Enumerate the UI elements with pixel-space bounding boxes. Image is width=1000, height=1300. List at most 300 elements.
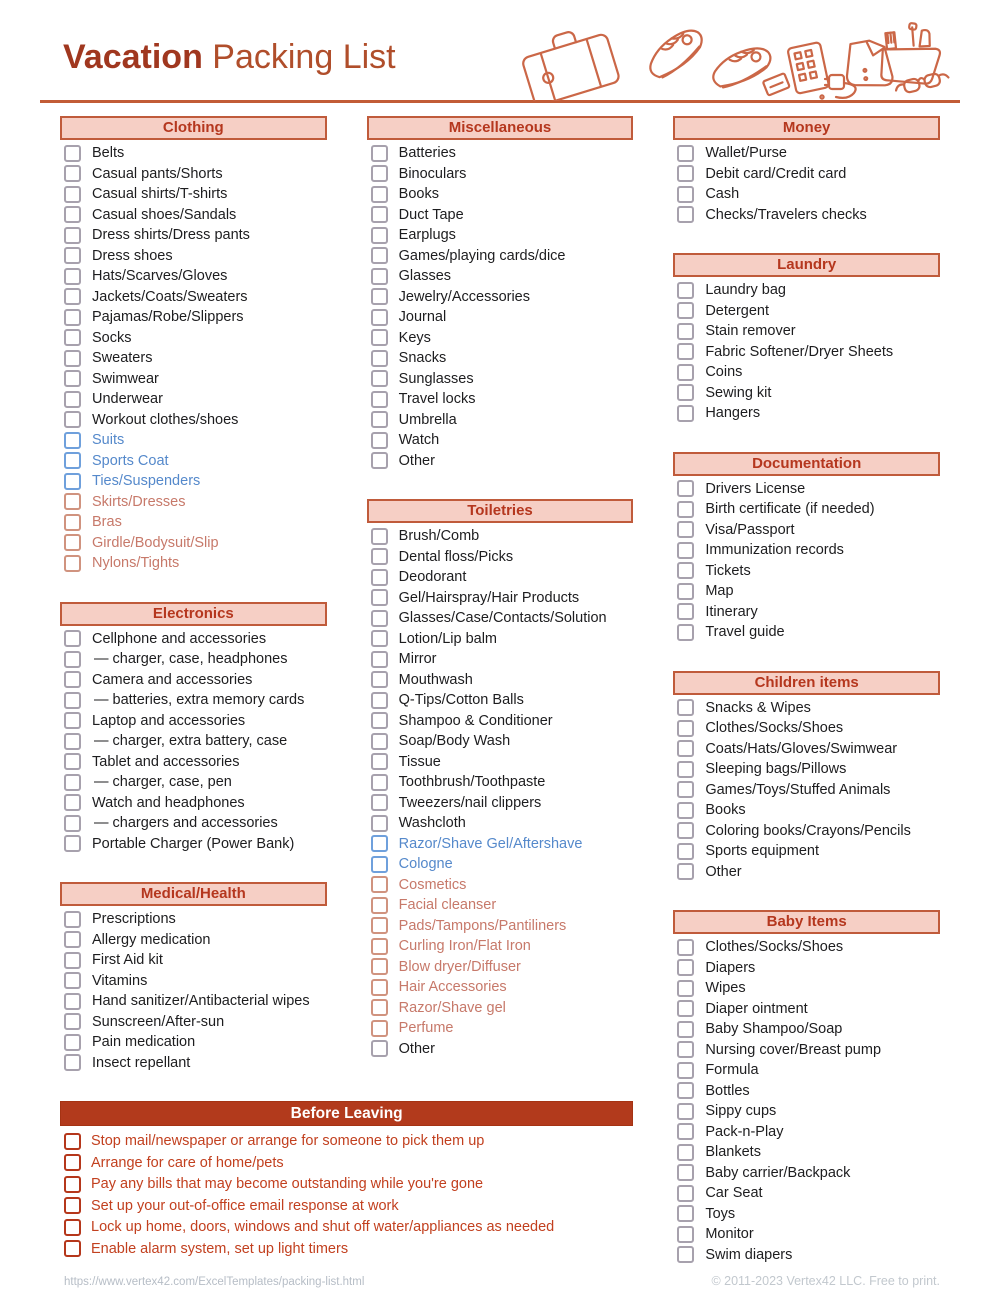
list-item	[673, 383, 940, 404]
checkbox-formula[interactable]	[677, 1062, 694, 1079]
checkbox-razor-shave-gel[interactable]	[371, 999, 388, 1016]
checkbox-tissue[interactable]	[371, 753, 388, 770]
list-item	[367, 164, 634, 185]
item-label: Perfume	[398, 1020, 454, 1037]
checkbox-other[interactable]	[371, 452, 388, 469]
item-label: Travel locks	[398, 391, 476, 408]
item-label: Jackets/Coats/Sweaters	[92, 288, 248, 305]
item-label: Pack-n-Play	[705, 1123, 784, 1140]
checkbox-games-playing-cards-dice[interactable]	[371, 247, 388, 264]
checkbox-sewing-kit[interactable]	[677, 384, 694, 401]
checkbox-deodorant[interactable]	[371, 569, 388, 586]
checkbox-stain-remover[interactable]	[677, 323, 694, 340]
checkbox-hangers[interactable]	[677, 405, 694, 422]
list-item	[673, 978, 940, 999]
section-header-medical-health: Medical/Health	[60, 882, 327, 906]
list-item	[673, 1142, 940, 1163]
checkbox-pajamas-robe-slippers[interactable]	[64, 309, 81, 326]
checkbox-underwear[interactable]	[64, 391, 81, 408]
checkbox-bras[interactable]	[64, 514, 81, 531]
list-item	[367, 266, 634, 287]
item-label: Q-Tips/Cotton Balls	[398, 692, 524, 709]
list-item	[60, 184, 327, 205]
checkbox-pay-any-bills-that-may-become-outstanding-while-you-re-gone[interactable]	[64, 1176, 81, 1193]
checkbox-allergy-medication[interactable]	[64, 931, 81, 948]
item-label: Cologne	[398, 856, 453, 873]
checkbox-watch[interactable]	[371, 432, 388, 449]
item-label: Earplugs	[398, 227, 456, 244]
section-header-laundry: Laundry	[673, 253, 940, 277]
item-label: Sleeping bags/Pillows	[705, 761, 847, 778]
checkbox-stop-mail-newspaper-or-arrange-for-someone-to-pick-them-up[interactable]	[64, 1133, 81, 1150]
item-label: Hats/Scarves/Gloves	[92, 268, 228, 285]
list-item	[60, 266, 327, 287]
list-item	[673, 561, 940, 582]
list-item	[673, 602, 940, 623]
checkbox-birth-certificate-if-needed[interactable]	[677, 501, 694, 518]
checkbox-hand-sanitizer-antibacterial-wipes[interactable]	[64, 993, 81, 1010]
item-label: — charger, extra battery, case	[94, 733, 288, 750]
section-electronics	[60, 602, 327, 855]
checkbox-snacks-wipes[interactable]	[677, 699, 694, 716]
checkbox-baby-shampoo-soap[interactable]	[677, 1021, 694, 1038]
list-item	[673, 739, 940, 760]
item-label: Curling Iron/Flat Iron	[398, 938, 531, 955]
item-label: Soap/Body Wash	[398, 733, 511, 750]
item-label: Cosmetics	[398, 876, 467, 893]
item-label: Glasses	[398, 268, 452, 285]
item-label: Camera and accessories	[92, 671, 253, 688]
checkbox-detergent[interactable]	[677, 302, 694, 319]
checkbox-wipes[interactable]	[677, 980, 694, 997]
section-medical-health	[60, 882, 327, 1073]
list-item	[367, 772, 634, 793]
checkbox-cosmetics[interactable]	[371, 876, 388, 893]
list-item	[367, 430, 634, 451]
item-label: Laptop and accessories	[92, 712, 246, 729]
item-label: Facial cleanser	[398, 897, 497, 914]
checkbox-baby-carrier-backpack[interactable]	[677, 1164, 694, 1181]
list-item	[367, 588, 634, 609]
checkbox-clothes-socks-shoes[interactable]	[677, 720, 694, 737]
list-item	[673, 821, 940, 842]
checkbox-nursing-cover-breast-pump[interactable]	[677, 1041, 694, 1058]
list-item	[367, 567, 634, 588]
checkbox-brush-comb[interactable]	[371, 528, 388, 545]
checkbox-prescriptions[interactable]	[64, 911, 81, 928]
checkbox-lock-up-home-doors-windows-and-shut-off-water-appliances-as-needed[interactable]	[64, 1219, 81, 1236]
item-label: Stop mail/newspaper or arrange for someone to pick them up	[91, 1133, 485, 1150]
checkbox-q-tips-cotton-balls[interactable]	[371, 692, 388, 709]
checkbox-laptop-and-accessories[interactable]	[64, 712, 81, 729]
list-item	[60, 1012, 327, 1033]
item-label: Nylons/Tights	[92, 555, 180, 572]
list-item	[60, 950, 327, 971]
item-label: Suits	[92, 432, 125, 449]
section-baby-items	[673, 910, 940, 1265]
list-item	[367, 547, 634, 568]
checkbox-books[interactable]	[677, 802, 694, 819]
checkbox-fabric-softener-dryer-sheets[interactable]	[677, 343, 694, 360]
checkbox-swimwear[interactable]	[64, 370, 81, 387]
checkbox-set-up-your-out-of-office-email-response-at-work[interactable]	[64, 1197, 81, 1214]
list-item	[60, 772, 327, 793]
list-item	[60, 930, 327, 951]
checkbox-travel-guide[interactable]	[677, 624, 694, 641]
checkbox-batteries-extra-memory-cards[interactable]	[64, 692, 81, 709]
checkbox-camera-and-accessories[interactable]	[64, 671, 81, 688]
list-item	[60, 369, 327, 390]
list-item	[60, 752, 327, 773]
checkbox-tickets[interactable]	[677, 562, 694, 579]
item-label: Sippy cups	[705, 1103, 777, 1120]
list-item	[673, 718, 940, 739]
item-label: — charger, case, pen	[94, 774, 232, 791]
section-header-electronics: Electronics	[60, 602, 327, 626]
item-label: Fabric Softener/Dryer Sheets	[705, 343, 894, 360]
section-laundry	[673, 253, 940, 424]
checkbox-pain-medication[interactable]	[64, 1034, 81, 1051]
checkbox-watch-and-headphones[interactable]	[64, 794, 81, 811]
checkbox-travel-locks[interactable]	[371, 391, 388, 408]
checkbox-wallet-purse[interactable]	[677, 145, 694, 162]
checkbox-belts[interactable]	[64, 145, 81, 162]
list-item	[673, 342, 940, 363]
list-item	[60, 1053, 327, 1074]
checkbox-glasses[interactable]	[371, 268, 388, 285]
item-label: Razor/Shave gel	[398, 999, 506, 1016]
list-item	[367, 875, 634, 896]
list-item	[60, 1152, 633, 1174]
footer-url-link[interactable]: https://www.vertex42.com/ExcelTemplates/packing-list.html	[64, 1276, 365, 1288]
checkbox-snacks[interactable]	[371, 350, 388, 367]
checkbox-arrange-for-care-of-home-pets[interactable]	[64, 1154, 81, 1171]
item-label: Sweaters	[92, 350, 153, 367]
list-item	[367, 608, 634, 629]
checkbox-visa-passport[interactable]	[677, 521, 694, 538]
checkbox-sports-coat[interactable]	[64, 452, 81, 469]
checkbox-sunglasses[interactable]	[371, 370, 388, 387]
checkbox-umbrella[interactable]	[371, 411, 388, 428]
checkbox-charger-case-pen[interactable]	[64, 774, 81, 791]
page-title	[63, 38, 396, 77]
list-item	[673, 1204, 940, 1225]
checkbox-mirror[interactable]	[371, 651, 388, 668]
item-label: Hangers	[705, 405, 761, 422]
luggage-tag-icon	[763, 73, 790, 96]
checkbox-map[interactable]	[677, 583, 694, 600]
item-label: Ties/Suspenders	[92, 473, 201, 490]
checkbox-dental-floss-picks[interactable]	[371, 548, 388, 565]
checkbox-sippy-cups[interactable]	[677, 1103, 694, 1120]
checkbox-girdle-bodysuit-slip[interactable]	[64, 534, 81, 551]
checkbox-car-seat[interactable]	[677, 1185, 694, 1202]
item-label: Snacks & Wipes	[705, 699, 811, 716]
list-item	[60, 143, 327, 164]
column-middle	[367, 116, 634, 1059]
list-item	[673, 280, 940, 301]
item-label: Sewing kit	[705, 384, 772, 401]
item-label: Games/Toys/Stuffed Animals	[705, 781, 891, 798]
list-item	[673, 1019, 940, 1040]
checkbox-skirts-dresses[interactable]	[64, 493, 81, 510]
checkbox-coins[interactable]	[677, 364, 694, 381]
checkbox-lotion-lip-balm[interactable]	[371, 630, 388, 647]
checkbox-suits[interactable]	[64, 432, 81, 449]
item-label: Casual shoes/Sandals	[92, 206, 237, 223]
item-label: Tweezers/nail clippers	[398, 794, 542, 811]
item-label: First Aid kit	[92, 952, 163, 969]
checkbox-hair-accessories[interactable]	[371, 979, 388, 996]
item-label: Debit card/Credit card	[705, 165, 847, 182]
checkbox-keys[interactable]	[371, 329, 388, 346]
item-label: Books	[398, 186, 439, 203]
checkbox-facial-cleanser[interactable]	[371, 897, 388, 914]
checkbox-swim-diapers[interactable]	[677, 1246, 694, 1263]
item-label: Monitor	[705, 1226, 754, 1243]
checkbox-pads-tampons-pantiliners[interactable]	[371, 917, 388, 934]
checkbox-gel-hairspray-hair-products[interactable]	[371, 589, 388, 606]
section-header-miscellaneous: Miscellaneous	[367, 116, 634, 140]
checkbox-tweezers-nail-clippers[interactable]	[371, 794, 388, 811]
list-item	[60, 225, 327, 246]
item-label: Portable Charger (Power Bank)	[92, 835, 295, 852]
item-label: Dress shirts/Dress pants	[92, 227, 250, 244]
checkbox-ties-suspenders[interactable]	[64, 473, 81, 490]
checkbox-blankets[interactable]	[677, 1144, 694, 1161]
checkbox-duct-tape[interactable]	[371, 206, 388, 223]
item-label: Tickets	[705, 562, 751, 579]
checkbox-soap-body-wash[interactable]	[371, 733, 388, 750]
checkbox-insect-repellant[interactable]	[64, 1054, 81, 1071]
checkbox-diapers[interactable]	[677, 959, 694, 976]
list-item	[367, 731, 634, 752]
checkbox-first-aid-kit[interactable]	[64, 952, 81, 969]
list-item	[60, 512, 327, 533]
checkbox-tablet-and-accessories[interactable]	[64, 753, 81, 770]
list-item	[367, 225, 634, 246]
checkbox-cellphone-and-accessories[interactable]	[64, 630, 81, 647]
item-label: Watch and headphones	[92, 794, 245, 811]
checkbox-clothes-socks-shoes[interactable]	[677, 939, 694, 956]
list-item	[367, 246, 634, 267]
list-item	[60, 471, 327, 492]
item-label: Brush/Comb	[398, 528, 480, 545]
item-label: Wallet/Purse	[705, 145, 787, 162]
item-label: Pain medication	[92, 1034, 196, 1051]
checkbox-casual-pants-shorts[interactable]	[64, 165, 81, 182]
item-label: Tablet and accessories	[92, 753, 240, 770]
list-item	[673, 1122, 940, 1143]
list-item	[673, 499, 940, 520]
item-label: Car Seat	[705, 1185, 763, 1202]
checkbox-coats-hats-gloves-swimwear[interactable]	[677, 740, 694, 757]
checkbox-washcloth[interactable]	[371, 815, 388, 832]
list-item	[367, 1039, 634, 1060]
item-label: Immunization records	[705, 542, 844, 559]
checkbox-nylons-tights[interactable]	[64, 555, 81, 572]
checkbox-vitamins[interactable]	[64, 972, 81, 989]
checkbox-earplugs[interactable]	[371, 227, 388, 244]
list-item	[367, 936, 634, 957]
list-item	[673, 862, 940, 883]
checkbox-itinerary[interactable]	[677, 603, 694, 620]
checkbox-hats-scarves-gloves[interactable]	[64, 268, 81, 285]
list-item	[60, 389, 327, 410]
checkbox-charger-case-headphones[interactable]	[64, 651, 81, 668]
list-item	[60, 410, 327, 431]
list-item	[60, 553, 327, 574]
item-label: Allergy medication	[92, 931, 211, 948]
item-label: Clothes/Socks/Shoes	[705, 939, 844, 956]
list-item	[673, 759, 940, 780]
checkbox-immunization-records[interactable]	[677, 542, 694, 559]
item-label: Birth certificate (if needed)	[705, 501, 875, 518]
checkbox-coloring-books-crayons-pencils[interactable]	[677, 822, 694, 839]
list-item	[60, 670, 327, 691]
item-label: Pay any bills that may become outstanding while you're gone	[91, 1176, 484, 1193]
checkbox-other[interactable]	[677, 863, 694, 880]
checkbox-bottles[interactable]	[677, 1082, 694, 1099]
list-item	[367, 895, 634, 916]
checkbox-curling-iron-flat-iron[interactable]	[371, 938, 388, 955]
item-label: Nursing cover/Breast pump	[705, 1041, 882, 1058]
list-item	[60, 307, 327, 328]
checkbox-books[interactable]	[371, 186, 388, 203]
checkbox-toys[interactable]	[677, 1205, 694, 1222]
checkbox-cash[interactable]	[677, 186, 694, 203]
list-item	[673, 164, 940, 185]
list-item	[367, 328, 634, 349]
item-label: Clothes/Socks/Shoes	[705, 720, 844, 737]
list-item	[673, 321, 940, 342]
list-item	[367, 184, 634, 205]
list-item	[673, 143, 940, 164]
checkbox-blow-dryer-diffuser[interactable]	[371, 958, 388, 975]
section-header-baby-items: Baby Items	[673, 910, 940, 934]
item-label: Itinerary	[705, 603, 758, 620]
section-header-children-items: Children items	[673, 671, 940, 695]
item-label: — chargers and accessories	[94, 815, 278, 832]
checkbox-enable-alarm-system-set-up-light-timers[interactable]	[64, 1240, 81, 1257]
checkbox-jackets-coats-sweaters[interactable]	[64, 288, 81, 305]
item-label: Shampoo & Conditioner	[398, 712, 553, 729]
checkbox-drivers-license[interactable]	[677, 480, 694, 497]
item-label: Diapers	[705, 959, 756, 976]
section-header-money: Money	[673, 116, 940, 140]
list-item	[367, 526, 634, 547]
checkbox-monitor[interactable]	[677, 1226, 694, 1243]
checkbox-razor-shave-gel-aftershave[interactable]	[371, 835, 388, 852]
list-item	[60, 1174, 633, 1196]
checkbox-perfume[interactable]	[371, 1020, 388, 1037]
checkbox-mouthwash[interactable]	[371, 671, 388, 688]
checkbox-socks[interactable]	[64, 329, 81, 346]
checkbox-laundry-bag[interactable]	[677, 282, 694, 299]
shirt-icon	[845, 38, 897, 90]
checkbox-workout-clothes-shoes[interactable]	[64, 411, 81, 428]
item-label: Vitamins	[92, 972, 148, 989]
list-item	[367, 690, 634, 711]
item-label: Casual shirts/T-shirts	[92, 186, 228, 203]
checkbox-journal[interactable]	[371, 309, 388, 326]
item-label: Cash	[705, 186, 740, 203]
checkbox-pack-n-play[interactable]	[677, 1123, 694, 1140]
checkbox-shampoo-conditioner[interactable]	[371, 712, 388, 729]
page-header	[40, 0, 960, 103]
list-item	[60, 164, 327, 185]
footer-copyright: © 2011-2023 Vertex42 LLC. Free to print.	[711, 1274, 940, 1288]
checkbox-sweaters[interactable]	[64, 350, 81, 367]
checkbox-chargers-and-accessories[interactable]	[64, 815, 81, 832]
checkbox-dress-shoes[interactable]	[64, 247, 81, 264]
item-label: Snacks	[398, 350, 447, 367]
list-item	[367, 629, 634, 650]
item-label: Batteries	[398, 145, 456, 162]
item-label: — batteries, extra memory cards	[94, 692, 305, 709]
checkbox-games-toys-stuffed-animals[interactable]	[677, 781, 694, 798]
checkbox-sleeping-bags-pillows[interactable]	[677, 761, 694, 778]
camera-icon	[787, 42, 829, 94]
checkbox-batteries[interactable]	[371, 145, 388, 162]
checkbox-checks-travelers-checks[interactable]	[677, 206, 694, 223]
checkbox-diaper-ointment[interactable]	[677, 1000, 694, 1017]
list-item	[60, 649, 327, 670]
checkbox-binoculars[interactable]	[371, 165, 388, 182]
list-item	[367, 711, 634, 732]
item-label: Gel/Hairspray/Hair Products	[398, 589, 580, 606]
list-item	[367, 205, 634, 226]
list-item	[673, 1224, 940, 1245]
list-item	[60, 205, 327, 226]
item-label: Drivers License	[705, 480, 806, 497]
list-item	[60, 1238, 633, 1260]
checkbox-toothbrush-toothpaste[interactable]	[371, 774, 388, 791]
checkbox-cologne[interactable]	[371, 856, 388, 873]
checkbox-casual-shirts-t-shirts[interactable]	[64, 186, 81, 203]
list-item	[673, 479, 940, 500]
checkbox-portable-charger-power-bank[interactable]	[64, 835, 81, 852]
checkbox-casual-shoes-sandals[interactable]	[64, 206, 81, 223]
checkbox-dress-shirts-dress-pants[interactable]	[64, 227, 81, 244]
checkbox-sports-equipment[interactable]	[677, 843, 694, 860]
list-item	[673, 622, 940, 643]
list-item	[60, 1032, 327, 1053]
item-label: — charger, case, headphones	[94, 651, 288, 668]
list-item	[367, 977, 634, 998]
checkbox-jewelry-accessories[interactable]	[371, 288, 388, 305]
checkbox-debit-card-credit-card[interactable]	[677, 165, 694, 182]
item-label: Insect repellant	[92, 1054, 191, 1071]
checkbox-glasses-case-contacts-solution[interactable]	[371, 610, 388, 627]
item-label: Sunglasses	[398, 370, 474, 387]
checkbox-other[interactable]	[371, 1040, 388, 1057]
checkbox-charger-extra-battery-case[interactable]	[64, 733, 81, 750]
list-item	[367, 307, 634, 328]
before-leaving-items	[60, 1131, 633, 1260]
item-label: Travel guide	[705, 624, 785, 641]
list-item	[673, 362, 940, 383]
item-label: Belts	[92, 145, 125, 162]
checkbox-sunscreen-after-sun[interactable]	[64, 1013, 81, 1030]
list-item	[673, 1163, 940, 1184]
item-label: Tissue	[398, 753, 441, 770]
item-label: Set up your out-of-office email response at work	[91, 1197, 399, 1214]
item-label: Bras	[92, 514, 122, 531]
item-label: Jewelry/Accessories	[398, 288, 530, 305]
list-item	[60, 909, 327, 930]
list-item	[673, 184, 940, 205]
